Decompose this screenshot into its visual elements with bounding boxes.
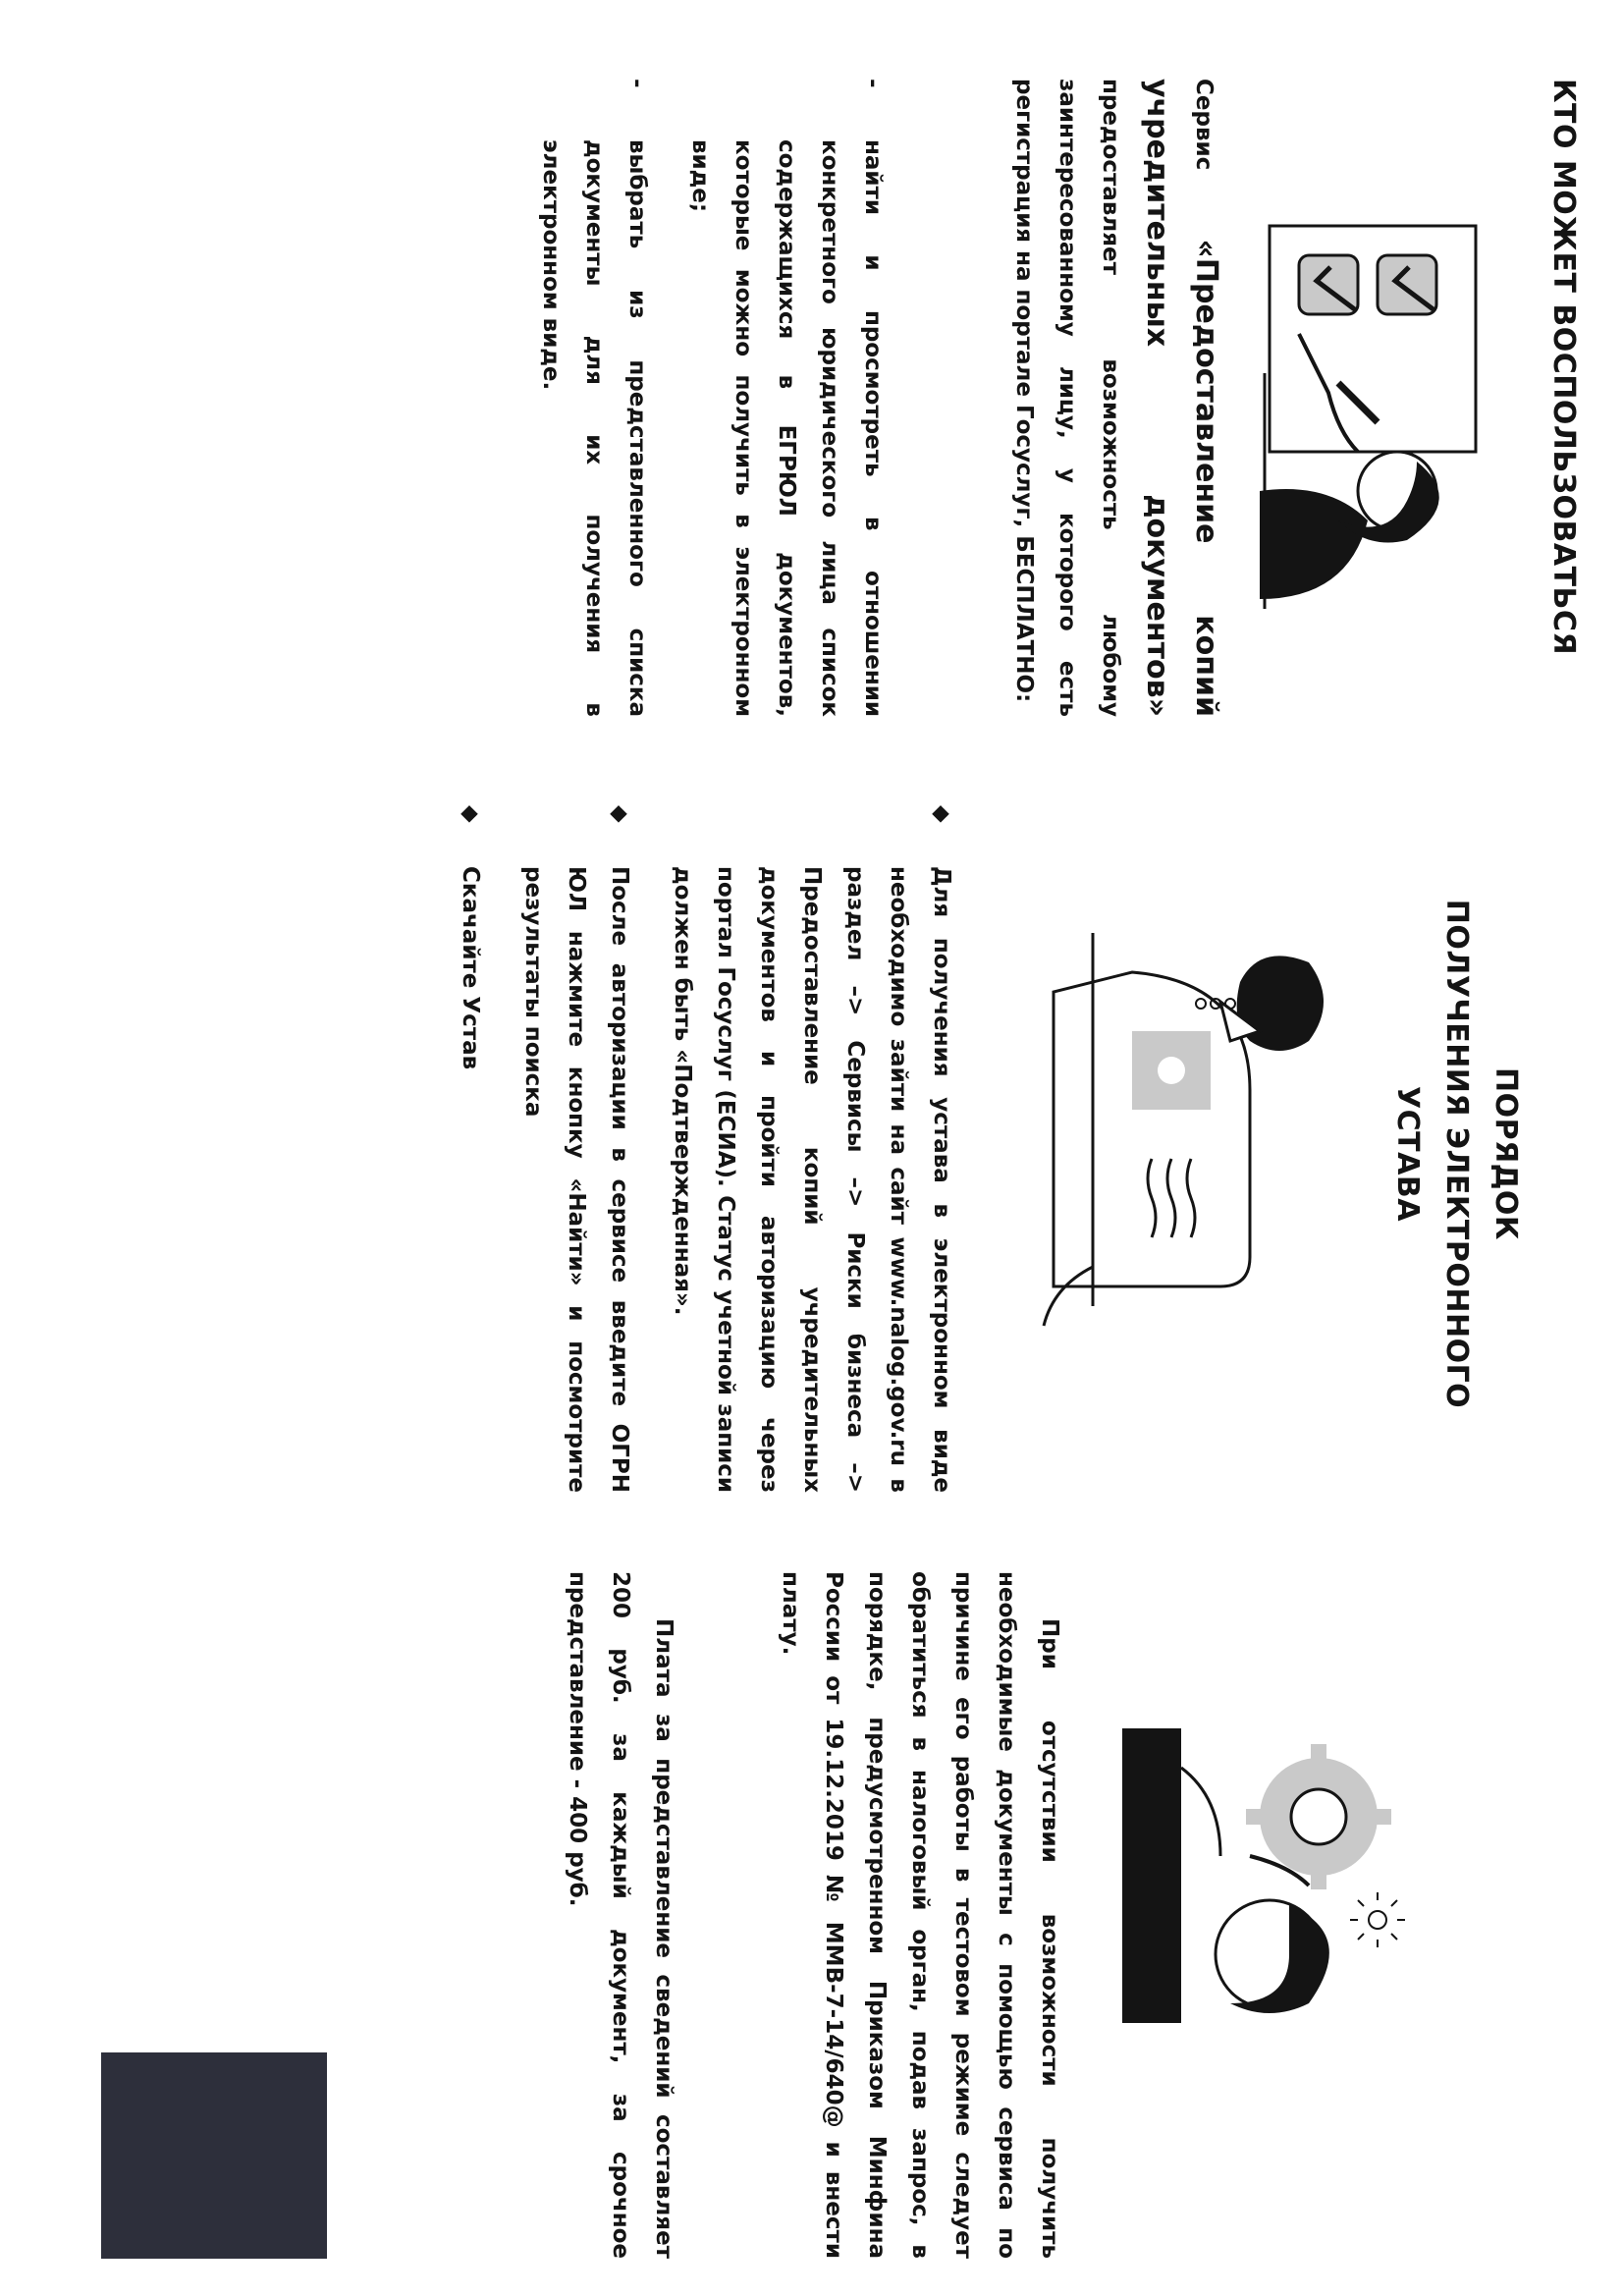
no-service-paragraph: При отсутствии возможности получить необходимые документы с помощью сервиса по причине его работы в тестовом режиме следует обратиться в налоговый орган, подав запрос, в порядке, предусмотренном Приказом Минфина России от 19.12.2019 № ММВ-7-14/640@ и внести плату. bbox=[778, 1571, 1062, 2259]
fee-paragraph: Плата за представление сведений составляет 200 руб. за каждый документ, за срочное представление - 400 руб. bbox=[565, 1571, 676, 2259]
step-text: Для получения устава в электронном виде необходимо зайти на сайт www.nalog.gov.ru в раздел –> Сервисы –> Риски бизнеса –> Предоставление копий учредительных документов и пройти авторизацию через портал Госуслуг (ЕСИА). Статус учетной записи должен быть «Подтвержденная». bbox=[670, 866, 954, 1493]
sun-icon bbox=[1350, 1892, 1405, 1947]
left-bullet-list bbox=[510, 79, 894, 717]
dash-marker: - bbox=[624, 79, 650, 88]
service-intro-body: предоставляет возможность любому заинтересованному лицу, у которого есть регистрация на портале Госуслуг, bbox=[1011, 79, 1123, 717]
list-item bbox=[661, 805, 963, 1493]
woman-with-laptop-illustration bbox=[1014, 913, 1328, 1345]
diamond-bullet-icon: ◆ bbox=[607, 805, 632, 823]
order-heading-line2: ПОЛУЧЕНИЯ ЭЛЕКТРОННОГО УСТАВА bbox=[1390, 899, 1474, 1409]
order-steps-list bbox=[429, 805, 963, 1493]
list-item bbox=[512, 805, 641, 1493]
order-heading-line1: ПОРЯДОК bbox=[1488, 1067, 1523, 1240]
diamond-bullet-icon: ◆ bbox=[458, 805, 483, 823]
left-panel-heading: КТО МОЖЕТ ВОСПОЛЬЗОВАТЬСЯ bbox=[1546, 79, 1581, 656]
step-text: Скачайте Устав bbox=[458, 866, 483, 1070]
list-item bbox=[449, 805, 492, 1493]
dash-marker: - bbox=[860, 79, 886, 88]
scan-artifact-bar bbox=[101, 2052, 327, 2259]
list-item-text: найти и просмотреть в отношении конкретного юридического лица список содержащихся в ЕГРЮЛ документов, которые можно получить в электронном виде; bbox=[687, 139, 886, 717]
gear-icon bbox=[1246, 1744, 1391, 1889]
list-item bbox=[529, 79, 659, 717]
woman-pressing-gear-illustration bbox=[1112, 1709, 1427, 2062]
free-label: БЕСПЛАТНО: bbox=[1011, 535, 1037, 703]
list-item bbox=[678, 79, 894, 717]
service-intro-prefix: Сервис bbox=[1191, 79, 1217, 240]
list-item-text: выбрать из представленного списка документы для их получения в электронном виде. bbox=[538, 139, 650, 717]
service-intro-paragraph bbox=[1002, 79, 1230, 717]
diamond-bullet-icon: ◆ bbox=[929, 805, 954, 823]
left-panel bbox=[0, 0, 1623, 766]
service-name: «Предоставление копий учредительных документов» bbox=[1140, 79, 1223, 717]
woman-checking-boxes-illustration bbox=[1220, 196, 1515, 609]
middle-panel bbox=[0, 766, 1623, 1532]
step-text: После авторизации в сервисе введите ОГРН ЮЛ нажмите кнопку «Найти» и посмотрите результаты поиска bbox=[520, 866, 632, 1493]
